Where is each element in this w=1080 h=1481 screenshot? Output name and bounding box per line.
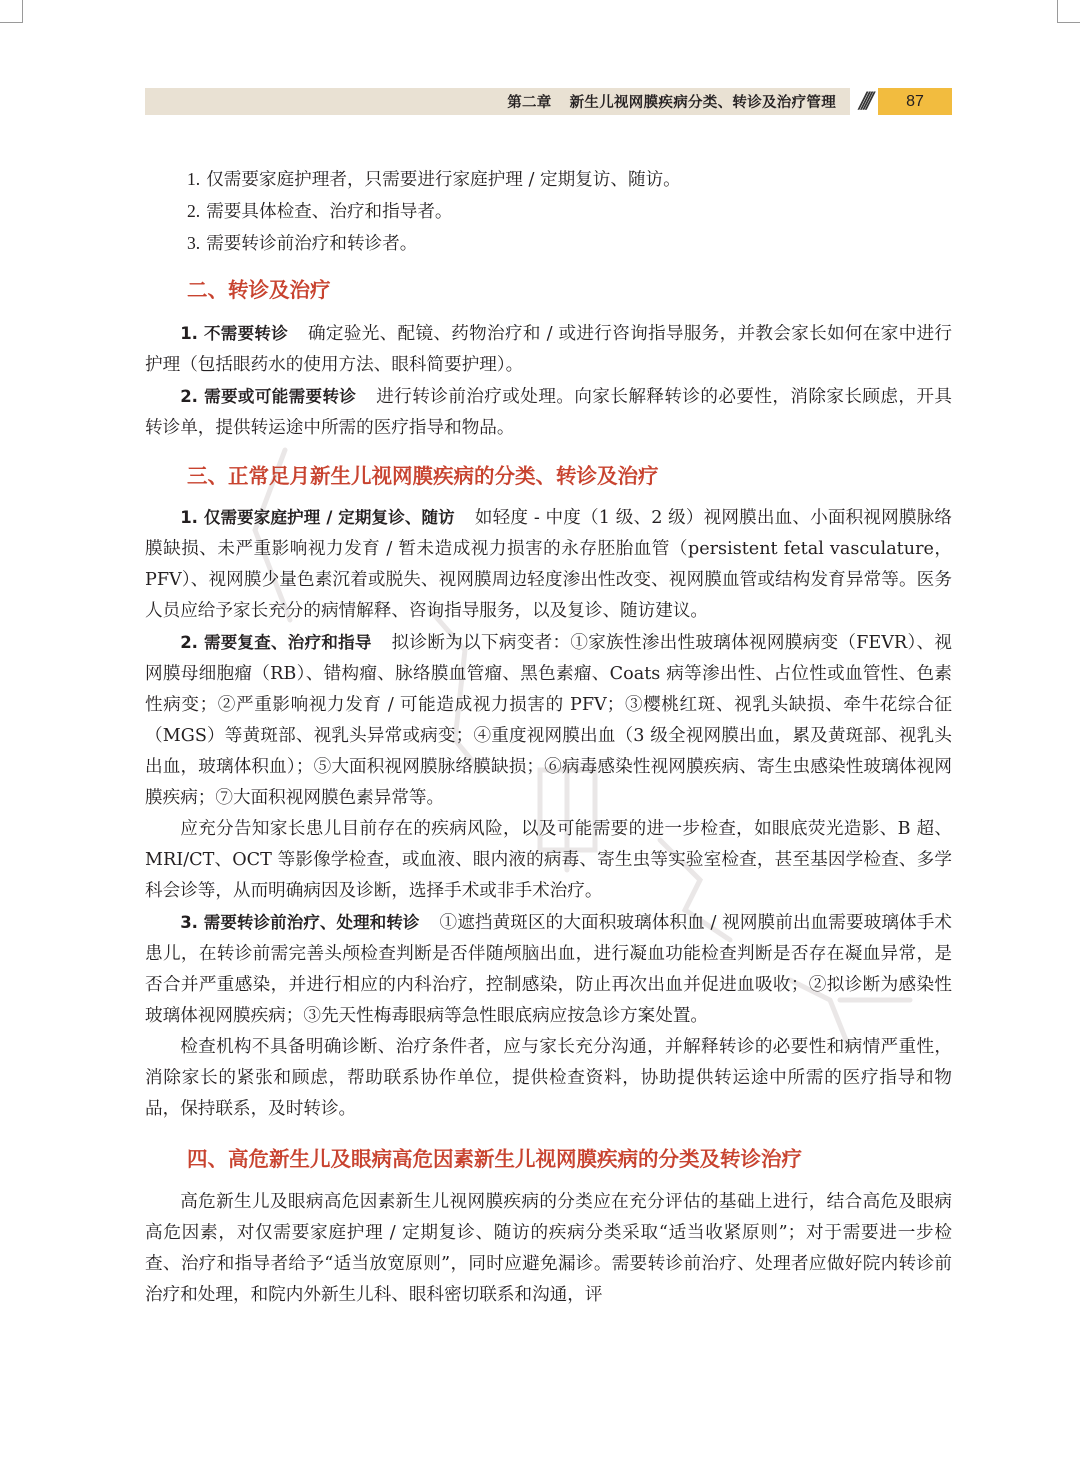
- list-number: 2.: [187, 201, 201, 221]
- paragraph-text: 进行转诊前治疗或处理。向家长解释转诊的必要性，消除家长顾虑，开具转诊单，提供转运途中所需的医疗指导和物品。: [145, 387, 952, 438]
- paragraph: [145, 627, 952, 814]
- paragraph-lead: 2. 需要或可能需要转诊: [180, 387, 357, 406]
- list-text: 需要具体检查、治疗和指导者。: [206, 202, 453, 222]
- paragraph-lead: 1. 不需要转诊: [180, 324, 289, 343]
- section-heading-3: 三、正常足月新生儿视网膜疾病的分类、转诊及治疗: [187, 464, 659, 488]
- list-number: 3.: [187, 233, 201, 253]
- running-header: [145, 88, 952, 115]
- list-item: [145, 164, 952, 196]
- paragraph: 应充分告知家长患儿目前存在的疾病风险，以及可能需要的进一步检查，如眼底荧光造影、B 超、MRI/CT、OCT 等影像学检查，或血液、眼内液的病毒、寄生虫等实验室检查，甚至基因学检查、多学科会诊等，从而明确病因及诊断，选择手术或非手术治疗。: [145, 819, 952, 901]
- paragraph-text: 拟诊断为以下病变者：①家族性渗出性玻璃体视网膜病变（FEVR）、视网膜母细胞瘤（RB）、错构瘤、脉络膜血管瘤、黑色素瘤、Coats 病等渗出性、占位性或血管性、色素性病变；②严重影响视力发育 / 可能造成视力损害的 PFV；③樱桃红斑、视乳头缺损、牵牛花综合征（MGS）等黄斑部、视乳头异常或病变；④重度视网膜出血（3 级全视网膜出血，累及黄斑部、视乳头出血，玻璃体积血）；⑤大面积视网膜脉络膜缺损；⑥病毒感染性视网膜疾病、寄生虫感染性玻璃体视网膜疾病；⑦大面积视网膜色素异常等。: [145, 633, 952, 808]
- crop-mark-top-left: [0, 0, 23, 23]
- numbered-list: [145, 164, 952, 260]
- paragraph: [145, 502, 952, 627]
- list-number: 1.: [187, 169, 201, 189]
- section-heading-4: 四、高危新生儿及眼病高危因素新生儿视网膜疾病的分类及转诊治疗: [187, 1147, 802, 1171]
- paragraph-text: 确定验光、配镜、药物治疗和 / 或进行咨询指导服务，并教会家长如何在家中进行护理（包括眼药水的使用方法、眼科简要护理）。: [145, 324, 952, 375]
- chapter-label: 第二章: [507, 95, 552, 111]
- list-text: 仅需要家庭护理者，只需要进行家庭护理 / 定期复访、随访。: [206, 170, 681, 190]
- paragraph-lead: 1. 仅需要家庭护理 / 定期复诊、随访: [180, 508, 455, 527]
- paragraph: 检查机构不具备明确诊断、治疗条件者，应与家长充分沟通，并解释转诊的必要性和病情严重性，消除家长的紧张和顾虑，帮助联系协作单位，提供检查资料，协助提供转运途中所需的医疗指导和物品，保持联系，及时转诊。: [145, 1037, 952, 1119]
- list-item: [145, 196, 952, 228]
- paragraph: [145, 907, 952, 1032]
- header-slash-ornament: ////: [850, 88, 878, 115]
- chapter-title: 新生儿视网膜疾病分类、转诊及治疗管理: [569, 95, 836, 111]
- paragraph-text: ①遮挡黄斑区的大面积玻璃体积血 / 视网膜前出血需要玻璃体手术患儿，在转诊前需完善头颅检查判断是否伴随颅脑出血，进行凝血功能检查判断是否存在凝血异常，是否合并严重感染，并进行相应的内科治疗，控制感染，防止再次出血并促进血吸收；②拟诊断为感染性玻璃体视网膜疾病；③先天性梅毒眼病等急性眼底病应按急诊方案处置。: [145, 913, 952, 1026]
- header-band: [145, 88, 850, 115]
- list-text: 需要转诊前治疗和转诊者。: [206, 234, 418, 254]
- paragraph-text: 如轻度 - 中度（1 级、2 级）视网膜出血、小面积视网膜脉络膜缺损、未严重影响视力发育 / 暂未造成视力损害的永存胚胎血管（persistent fetal vasculature，PFV）、视网膜少量色素沉着或脱失、视网膜周边轻度渗出性改变、视网膜血管或结构发育异常等。医务人员应给予家长充分的病情解释、咨询指导服务，以及复诊、随访建议。: [145, 508, 952, 621]
- page-number: 87: [878, 88, 952, 115]
- paragraph: [145, 381, 952, 444]
- section-heading-2: 二、转诊及治疗: [187, 278, 331, 302]
- paragraph-lead: 2. 需要复查、治疗和指导: [180, 633, 372, 652]
- page-body: [145, 164, 952, 1311]
- crop-mark-top-right: [1057, 0, 1080, 23]
- paragraph-lead: 3. 需要转诊前治疗、处理和转诊: [180, 913, 420, 932]
- paragraph: [145, 318, 952, 381]
- paragraph: 高危新生儿及眼病高危因素新生儿视网膜疾病的分类应在充分评估的基础上进行，结合高危及眼病高危因素，对仅需要家庭护理 / 定期复诊、随访的疾病分类采取“适当收紧原则”；对于需要进一步检查、治疗和指导者给予“适当放宽原则”，同时应避免漏诊。需要转诊前治疗、处理者应做好院内转诊前治疗和处理，和院内外新生儿科、眼科密切联系和沟通，评: [145, 1192, 952, 1305]
- list-item: [145, 228, 952, 260]
